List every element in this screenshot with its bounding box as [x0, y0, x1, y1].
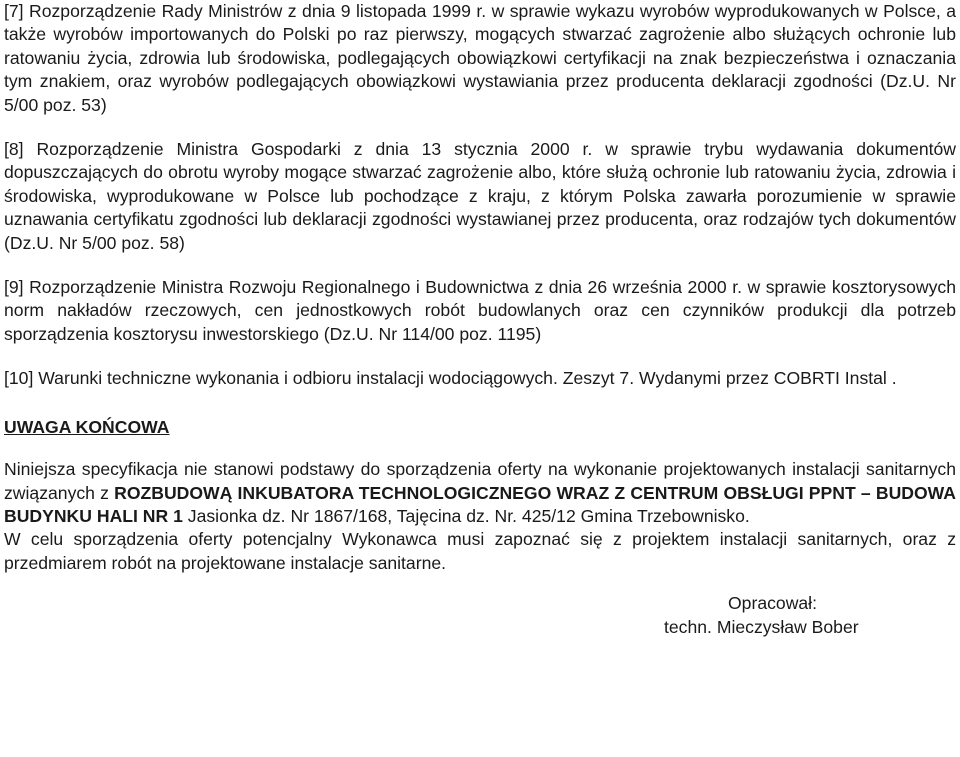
- final-note-text-start: Niniejsza specyfikacja nie stanowi podstawy do sporządzenia oferty na wykonanie projektowanych instalacji sanitarnych związanych z: [4, 459, 956, 503]
- project-name: ROZBUDOWĄ INKUBATORA TECHNOLOGICZNEGO WRAZ Z CENTRUM OBSŁUGI PPNT – BUDOWA BUDYNKU HALI NR 1: [4, 482, 957, 526]
- final-note-paragraph-1: [4, 458, 956, 528]
- final-note-text-end: Jasionka dz. Nr 1867/168, Tajęcina dz. Nr. 425/12 Gmina Trzebownisko.: [182, 505, 750, 526]
- reference-9: [9] Rozporządzenie Ministra Rozwoju Regionalnego i Budownictwa z dnia 26 września 2000 r. w sprawie kosztorysowych norm nakładów rzeczowych, cen jednostkowych robót budowlanych oraz cen czynników produkcji dla potrzeb sporządzenia kosztorysu inwestorskiego (Dz.U. Nr 114/00 poz. 1195): [4, 277, 956, 344]
- reference-8: [8] Rozporządzenie Ministra Gospodarki z dnia 13 stycznia 2000 r. w sprawie trybu wydawania dokumentów dopuszczających do obrotu wyroby mogące stwarzać zagrożenie albo, które służą ochronie lub ratowaniu życia, zdrowia i środowiska, wyprodukowane w Polsce lub pochodzące z kraju, z którym Polska zawarła porozumienie w sprawie uznawania certyfikatu zgodności lub deklaracji zgodności wystawianej przez producenta, oraz rodzajów tych dokumentów (Dz.U. Nr 5/00 poz. 58): [4, 139, 956, 253]
- final-note-paragraph-2: W celu sporządzenia oferty potencjalny Wykonawca musi zapoznać się z projektem instalacji sanitarnych, oraz z przedmiarem robót na projektowane instalacje sanitarne.: [4, 529, 956, 573]
- signature-name: techn. Mieczysław Bober: [664, 617, 859, 638]
- signature-block: [664, 591, 934, 639]
- final-note-heading: UWAGA KOŃCOWA: [4, 416, 170, 437]
- reference-10: [10] Warunki techniczne wykonania i odbioru instalacji wodociągowych. Zeszyt 7. Wydanymi przez COBRTI Instal .: [4, 368, 897, 389]
- signature-label: Opracował:: [728, 593, 817, 614]
- reference-7: [7] Rozporządzenie Rady Ministrów z dnia 9 listopada 1999 r. w sprawie wykazu wyrobów wyprodukowanych w Polsce, a także wyrobów importowanych do Polski po raz pierwszy, mogących stwarzać zagrożenie albo służących ochronie lub ratowaniu życia, zdrowia lub środowiska, podlegających obowiązkowi certyfikacji na znak bezpieczeństwa i oznaczania tym znakiem, oraz wyrobów podlegających obowiązkowi wystawiania przez producenta deklaracji zgodności (Dz.U. Nr 5/00 poz. 53): [4, 1, 956, 115]
